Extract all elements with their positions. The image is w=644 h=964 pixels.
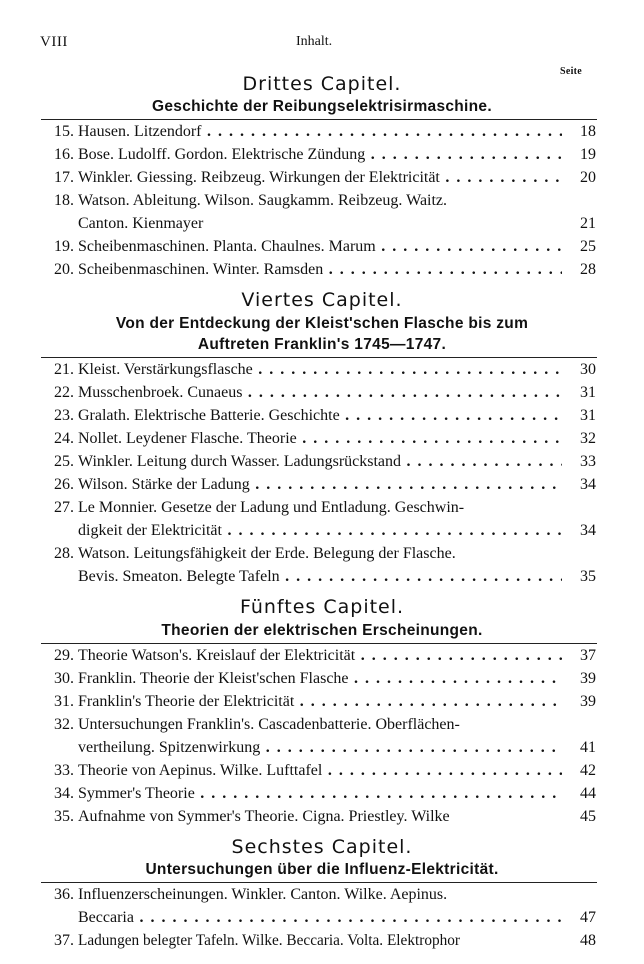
toc-entry <box>40 542 596 565</box>
page-number: VIII <box>40 34 68 50</box>
entry-page: 21 <box>580 215 596 232</box>
entry-number: 19. <box>54 238 74 255</box>
entry-text: Scheibenmaschinen. Planta. Chaulnes. Marum . . . <box>78 235 562 258</box>
entry-number: 17. <box>54 169 74 186</box>
entry-text: Beccaria . . . <box>78 906 562 929</box>
toc-entry <box>40 644 596 667</box>
chapter-subtitle: Auftreten Franklin's 1745—1747. <box>197 336 447 353</box>
toc-entry <box>40 166 596 189</box>
entry-page: 28 <box>580 261 596 278</box>
chapter-title: Viertes Capitel. <box>241 289 403 311</box>
toc-entry <box>40 189 596 212</box>
toc-entry <box>40 120 596 143</box>
entry-number: 22. <box>54 384 74 401</box>
toc-entry-continuation <box>40 736 596 759</box>
entry-number: 24. <box>54 430 74 447</box>
chapter-subtitle: Theorien der elektrischen Erscheinungen. <box>161 622 483 639</box>
toc-entry <box>40 450 596 473</box>
toc-entry <box>40 358 596 381</box>
toc-entry <box>40 143 596 166</box>
toc-entry <box>40 929 596 952</box>
entry-page: 31 <box>580 384 596 401</box>
entry-text: Franklin's Theorie der Elektricität . . . <box>78 690 562 713</box>
chapter-title: Sechstes Capitel. <box>231 836 413 858</box>
entry-number: 30. <box>54 670 74 687</box>
entry-number: 18. <box>54 192 74 209</box>
toc-entry-continuation <box>40 212 596 235</box>
entry-number: 20. <box>54 261 74 278</box>
entry-text: Hausen. Litzendorf . . . <box>78 120 562 143</box>
entry-text: Symmer's Theorie . . . <box>78 782 562 805</box>
toc-entry-continuation <box>40 519 596 542</box>
entry-number: 15. <box>54 123 74 140</box>
toc-entry <box>40 473 596 496</box>
entry-number: 36. <box>54 886 74 903</box>
entry-text: Franklin. Theorie der Kleist'schen Flasche . . . <box>78 667 562 690</box>
entry-text: Scheibenmaschinen. Winter. Ramsden . . . <box>78 258 562 281</box>
entry-text: Bevis. Smeaton. Belegte Tafeln . . . <box>78 565 562 588</box>
entry-page: 33 <box>580 453 596 470</box>
entry-text: Winkler. Leitung durch Wasser. Ladungsrückstand . . . <box>78 450 562 473</box>
toc-entry-continuation <box>40 565 596 588</box>
toc-entry <box>40 782 596 805</box>
toc-entry <box>40 805 596 828</box>
toc-entry <box>40 667 596 690</box>
entry-number: 34. <box>54 785 74 802</box>
toc-entry <box>40 235 596 258</box>
chapter-title: Drittes Capitel. <box>242 73 402 95</box>
entry-page: 19 <box>580 146 596 163</box>
entry-text: vertheilung. Spitzenwirkung . . . <box>78 736 562 759</box>
entry-page: 32 <box>580 430 596 447</box>
toc-entry <box>40 427 596 450</box>
entry-number: 31. <box>54 693 74 710</box>
entry-number: 27. <box>54 499 74 516</box>
entry-text: Aufnahme von Symmer's Theorie. Cigna. Priestley. Wilke <box>78 808 450 825</box>
entry-text: Untersuchungen Franklin's. Cascadenbatterie. Oberflächen- <box>78 716 460 733</box>
entry-text: Winkler. Giessing. Reibzeug. Wirkungen der Elektricität . . . <box>78 166 562 189</box>
entry-text: Theorie von Aepinus. Wilke. Lufttafel . . . <box>78 759 562 782</box>
entry-page: 44 <box>580 785 596 802</box>
toc-entry <box>40 690 596 713</box>
entry-text: Theorie Watson's. Kreislauf der Elektricität . . . <box>78 644 562 667</box>
page-column-label: Seite <box>560 66 583 77</box>
entry-text: digkeit der Elektricität . . . <box>78 519 562 542</box>
toc-entry <box>40 759 596 782</box>
entry-text: Bose. Ludolff. Gordon. Elektrische Zündung . . . <box>78 143 562 166</box>
entry-page: 20 <box>580 169 596 186</box>
entry-number: 16. <box>54 146 74 163</box>
entry-number: 35. <box>54 808 74 825</box>
toc-entry <box>40 404 596 427</box>
chapter-subtitle: Geschichte der Reibungselektrisirmaschine. <box>152 98 492 115</box>
entry-number: 28. <box>54 545 74 562</box>
chapter-title: Fünftes Capitel. <box>239 596 405 618</box>
entry-number: 23. <box>54 407 74 424</box>
entry-number: 25. <box>54 453 74 470</box>
toc-entry <box>40 496 596 519</box>
entry-number: 37. <box>54 932 74 949</box>
entry-text: Le Monnier. Gesetze der Ladung und Entladung. Geschwin- <box>78 499 465 516</box>
entry-page: 37 <box>580 647 596 664</box>
entry-page: 41 <box>580 739 596 756</box>
entry-text: Watson. Ableitung. Wilson. Saugkamm. Reibzeug. Waitz. <box>78 192 448 209</box>
entry-text: Ladungen belegter Tafeln. Wilke. Beccaria. Volta. Elektrophor <box>78 932 461 949</box>
entry-page: 42 <box>580 762 596 779</box>
entry-text: Wilson. Stärke der Ladung . . . <box>78 473 562 496</box>
entry-page: 47 <box>580 909 596 926</box>
entry-text: Influenzerscheinungen. Winkler. Canton. Wilke. Aepinus. <box>78 886 448 903</box>
entry-page: 45 <box>580 808 596 825</box>
toc-entry <box>40 258 596 281</box>
entry-text: Musschenbroek. Cunaeus . . . <box>78 381 562 404</box>
entry-text: Canton. Kienmayer <box>78 215 204 232</box>
chapter-subtitle: Von der Entdeckung der Kleist'schen Flasche bis zum <box>115 315 529 332</box>
running-title: Inhalt. <box>296 34 333 49</box>
entry-page: 31 <box>580 407 596 424</box>
entry-page: 25 <box>580 238 596 255</box>
entry-number: 32. <box>54 716 74 733</box>
chapter-subtitle: Untersuchungen über die Influenz-Elektricität. <box>145 861 499 878</box>
entry-number: 26. <box>54 476 74 493</box>
toc-entry <box>40 883 596 906</box>
entry-text: Kleist. Verstärkungsflasche . . . <box>78 358 562 381</box>
toc-entry <box>40 381 596 404</box>
entry-page: 34 <box>580 522 596 539</box>
entry-page: 35 <box>580 568 596 585</box>
entry-text: Gralath. Elektrische Batterie. Geschichte . . . <box>78 404 562 427</box>
toc-entry <box>40 713 596 736</box>
entry-number: 29. <box>54 647 74 664</box>
entry-page: 30 <box>580 361 596 378</box>
toc-entry-continuation <box>40 906 596 929</box>
entry-page: 48 <box>580 932 596 949</box>
entry-text: Nollet. Leydener Flasche. Theorie . . . <box>78 427 562 450</box>
entry-page: 39 <box>580 670 596 687</box>
entry-text: Watson. Leitungsfähigkeit der Erde. Belegung der Flasche. <box>78 545 456 562</box>
entry-page: 39 <box>580 693 596 710</box>
entry-number: 21. <box>54 361 74 378</box>
entry-page: 34 <box>580 476 596 493</box>
entry-number: 33. <box>54 762 74 779</box>
entry-page: 18 <box>580 123 596 140</box>
